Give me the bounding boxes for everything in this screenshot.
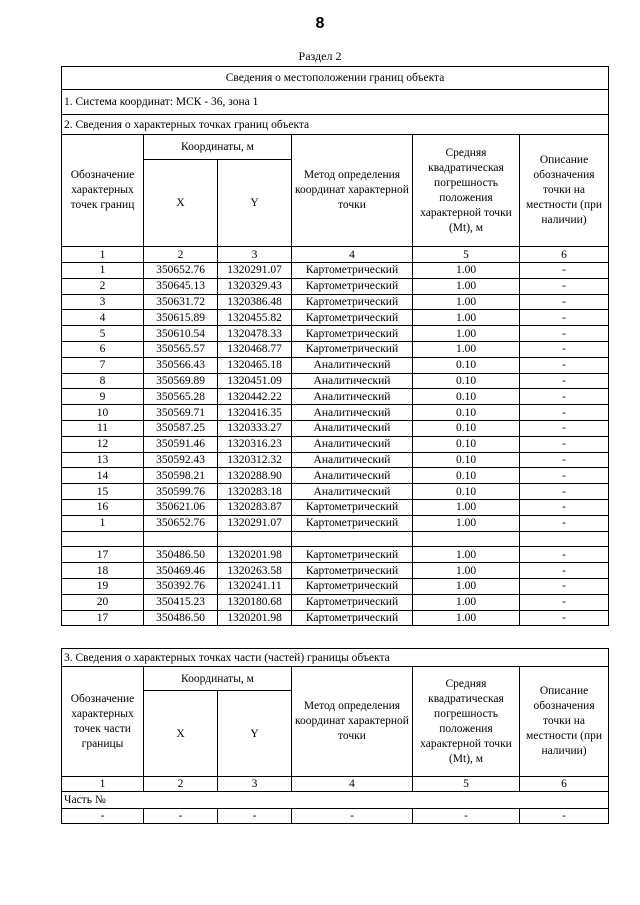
coord-y: 1320478.33 [218, 326, 292, 342]
coord-y: 1320468.77 [218, 341, 292, 357]
part-header-y: Y [218, 691, 292, 777]
part-column-number-row [62, 777, 609, 792]
coord-y: - [218, 809, 292, 824]
header-x: X [144, 160, 218, 247]
coord-y: 1320312.32 [218, 452, 292, 468]
point-number: 15 [62, 484, 144, 500]
coordinate-system: 1. Система координат: МСК - 36, зона 1 [62, 90, 609, 115]
coord-x: 350565.57 [144, 341, 218, 357]
coord-y: 1320283.18 [218, 484, 292, 500]
coord-x: 350592.43 [144, 452, 218, 468]
coord-y: 1320442.22 [218, 389, 292, 405]
description: - [520, 515, 609, 531]
error: 0.10 [413, 357, 520, 373]
col-num: 4 [292, 777, 413, 792]
coord-x: 350486.50 [144, 610, 218, 626]
error: 1.00 [413, 515, 520, 531]
col-num: 1 [62, 247, 144, 263]
method: Картометрический [292, 610, 413, 626]
description: - [520, 484, 609, 500]
header-y: Y [218, 160, 292, 247]
point-number: 4 [62, 310, 144, 326]
error: 1.00 [413, 499, 520, 515]
table-row [62, 405, 609, 421]
coord-y: 1320288.90 [218, 468, 292, 484]
error: 1.00 [413, 263, 520, 279]
method: Картометрический [292, 563, 413, 579]
description: - [520, 278, 609, 294]
col-num: 5 [413, 777, 520, 792]
point-number: 17 [62, 610, 144, 626]
method: Аналитический [292, 389, 413, 405]
coord-y: 1320291.07 [218, 263, 292, 279]
description: - [520, 389, 609, 405]
table-row [62, 468, 609, 484]
description: - [520, 499, 609, 515]
method: Аналитический [292, 405, 413, 421]
point-number: 5 [62, 326, 144, 342]
description: - [520, 452, 609, 468]
method: Аналитический [292, 452, 413, 468]
col-num: 3 [218, 247, 292, 263]
description: - [520, 547, 609, 563]
coord-x: 350415.23 [144, 594, 218, 610]
table-row [62, 263, 609, 279]
col-num: 2 [144, 247, 218, 263]
column-number-row [62, 247, 609, 263]
coord-x: 350598.21 [144, 468, 218, 484]
coord-x: 350599.76 [144, 484, 218, 500]
coord-x: 350392.76 [144, 578, 218, 594]
error: 0.10 [413, 452, 520, 468]
error: - [413, 809, 520, 824]
part-header-method: Метод определения координат характерной точки [292, 667, 413, 777]
method: Картометрический [292, 278, 413, 294]
method: Картометрический [292, 547, 413, 563]
coord-y: 1320416.35 [218, 405, 292, 421]
coord-y: 1320241.11 [218, 578, 292, 594]
coord-y: 1320263.58 [218, 563, 292, 579]
table-row [62, 515, 609, 531]
method: Картометрический [292, 326, 413, 342]
part-label: Часть № [62, 792, 609, 809]
method [292, 531, 413, 547]
col-num: 2 [144, 777, 218, 792]
description: - [520, 436, 609, 452]
point-number: 19 [62, 578, 144, 594]
method: Картометрический [292, 578, 413, 594]
coord-y [218, 531, 292, 547]
error: 0.10 [413, 436, 520, 452]
point-number: 3 [62, 294, 144, 310]
error: 1.00 [413, 310, 520, 326]
table-row [62, 531, 609, 547]
col-num: 4 [292, 247, 413, 263]
coord-x: 350652.76 [144, 515, 218, 531]
coord-x: 350469.46 [144, 563, 218, 579]
table-row [62, 420, 609, 436]
method: Картометрический [292, 499, 413, 515]
part-header-coordinates: Координаты, м [144, 667, 292, 691]
point-number: 7 [62, 357, 144, 373]
table-row [62, 373, 609, 389]
page-number: 8 [315, 15, 325, 32]
method: Аналитический [292, 468, 413, 484]
description: - [520, 263, 609, 279]
points-section-header: 2. Сведения о характерных точках границ объекта [62, 115, 609, 135]
description: - [520, 405, 609, 421]
coord-x: 350486.50 [144, 547, 218, 563]
coord-x: 350645.13 [144, 278, 218, 294]
coord-x: 350621.06 [144, 499, 218, 515]
coord-y: 1320291.07 [218, 515, 292, 531]
table-row [62, 563, 609, 579]
table-row [62, 357, 609, 373]
coord-x: - [144, 809, 218, 824]
error: 1.00 [413, 594, 520, 610]
method: Аналитический [292, 484, 413, 500]
error: 0.10 [413, 389, 520, 405]
point-number: 13 [62, 452, 144, 468]
coord-y: 1320465.18 [218, 357, 292, 373]
error: 0.10 [413, 373, 520, 389]
point-number: 10 [62, 405, 144, 421]
part-section-header: 3. Сведения о характерных точках части (частей) границы объекта [62, 649, 609, 667]
description [520, 531, 609, 547]
table-row [62, 341, 609, 357]
table-row [62, 484, 609, 500]
coord-y: 1320201.98 [218, 547, 292, 563]
point-number: 14 [62, 468, 144, 484]
description: - [520, 594, 609, 610]
method: Картометрический [292, 294, 413, 310]
boundary-points-table [61, 66, 609, 626]
description: - [520, 578, 609, 594]
coord-x: 350565.28 [144, 389, 218, 405]
point-number: 1 [62, 263, 144, 279]
coord-x: 350615.89 [144, 310, 218, 326]
point-number: 17 [62, 547, 144, 563]
error: 0.10 [413, 405, 520, 421]
coord-x: 350591.46 [144, 436, 218, 452]
point-number: 18 [62, 563, 144, 579]
point-number: 2 [62, 278, 144, 294]
coord-x: 350566.43 [144, 357, 218, 373]
method: Картометрический [292, 515, 413, 531]
coord-y: 1320333.27 [218, 420, 292, 436]
coord-x: 350610.54 [144, 326, 218, 342]
header-coordinates: Координаты, м [144, 135, 292, 160]
point-number: 8 [62, 373, 144, 389]
table-row [62, 610, 609, 626]
method: Аналитический [292, 420, 413, 436]
coord-x: 350569.89 [144, 373, 218, 389]
part-table-row [62, 809, 609, 824]
section-label: Раздел 2 [298, 49, 342, 63]
header-error: Средняя квадратическая погрешность положения характерной точки (Mt), м [413, 135, 520, 247]
part-header-x: X [144, 691, 218, 777]
point-number [62, 531, 144, 547]
header-description: Описание обозначения точки на местности (при наличии) [520, 135, 609, 247]
method: Картометрический [292, 263, 413, 279]
col-num: 5 [413, 247, 520, 263]
point-number: 20 [62, 594, 144, 610]
point-number: - [62, 809, 144, 824]
header-method: Метод определения координат характерной точки [292, 135, 413, 247]
method: Картометрический [292, 341, 413, 357]
method: Аналитический [292, 436, 413, 452]
table-row [62, 278, 609, 294]
coord-y: 1320455.82 [218, 310, 292, 326]
part-header-description: Описание обозначения точки на местности (при наличии) [520, 667, 609, 777]
point-number: 12 [62, 436, 144, 452]
coord-x: 350631.72 [144, 294, 218, 310]
description: - [520, 373, 609, 389]
error: 1.00 [413, 578, 520, 594]
description: - [520, 294, 609, 310]
method: Аналитический [292, 357, 413, 373]
table-row [62, 547, 609, 563]
table-row [62, 594, 609, 610]
error: 0.10 [413, 484, 520, 500]
table-row [62, 578, 609, 594]
point-number: 11 [62, 420, 144, 436]
col-num: 3 [218, 777, 292, 792]
description: - [520, 420, 609, 436]
error: 1.00 [413, 326, 520, 342]
coord-y: 1320180.68 [218, 594, 292, 610]
error: 1.00 [413, 294, 520, 310]
table-row [62, 310, 609, 326]
method: Картометрический [292, 310, 413, 326]
error: 1.00 [413, 278, 520, 294]
table-row [62, 294, 609, 310]
coord-x: 350587.25 [144, 420, 218, 436]
point-number: 16 [62, 499, 144, 515]
method: Аналитический [292, 373, 413, 389]
header-designation: Обозначение характерных точек границ [62, 135, 144, 247]
coord-y: 1320451.09 [218, 373, 292, 389]
coord-y: 1320201.98 [218, 610, 292, 626]
col-num: 6 [520, 247, 609, 263]
point-number: 6 [62, 341, 144, 357]
coord-y: 1320316.23 [218, 436, 292, 452]
error: 0.10 [413, 468, 520, 484]
coord-y: 1320386.48 [218, 294, 292, 310]
method: - [292, 809, 413, 824]
point-number: 9 [62, 389, 144, 405]
table-row [62, 499, 609, 515]
description: - [520, 357, 609, 373]
description: - [520, 341, 609, 357]
coord-y: 1320329.43 [218, 278, 292, 294]
col-num: 6 [520, 777, 609, 792]
coord-y: 1320283.87 [218, 499, 292, 515]
error: 1.00 [413, 547, 520, 563]
col-num: 1 [62, 777, 144, 792]
part-header-error: Средняя квадратическая погрешность положения характерной точки (Mt), м [413, 667, 520, 777]
description: - [520, 563, 609, 579]
error: 1.00 [413, 341, 520, 357]
part-header-designation: Обозначение характерных точек части границы [62, 667, 144, 777]
coord-x: 350652.76 [144, 263, 218, 279]
error: 0.10 [413, 420, 520, 436]
table-row [62, 436, 609, 452]
table-row [62, 389, 609, 405]
error: 1.00 [413, 610, 520, 626]
description: - [520, 468, 609, 484]
description: - [520, 610, 609, 626]
description: - [520, 809, 609, 824]
error [413, 531, 520, 547]
table-title: Сведения о местоположении границ объекта [62, 67, 609, 90]
point-number: 1 [62, 515, 144, 531]
coord-x: 350569.71 [144, 405, 218, 421]
method: Картометрический [292, 594, 413, 610]
error: 1.00 [413, 563, 520, 579]
table-row [62, 326, 609, 342]
description: - [520, 326, 609, 342]
table-row [62, 452, 609, 468]
coord-x [144, 531, 218, 547]
description: - [520, 310, 609, 326]
part-points-table [61, 648, 609, 824]
